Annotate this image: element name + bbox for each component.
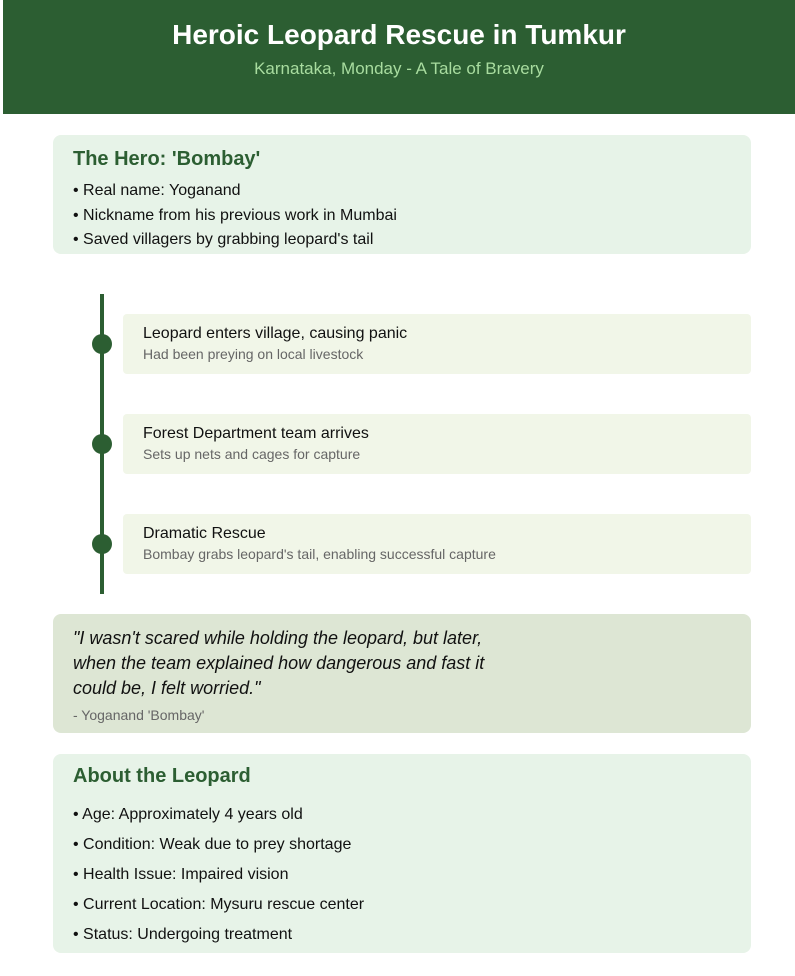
timeline-dot [92,534,112,554]
leopard-facts-list [73,800,731,950]
timeline-event-description: Sets up nets and cages for capture [143,446,361,462]
timeline-event-description: Bombay grabs leopard's tail, enabling successful capture [143,546,496,562]
timeline-event [123,414,751,474]
timeline-event-title: Forest Department team arrives [143,425,369,442]
leopard-fact: • Health Issue: Impaired vision [73,866,289,883]
leopard-card-title: About the Leopard [73,765,251,787]
hero-fact: • Nickname from his previous work in Mumbai [73,206,397,224]
leopard-fact: • Current Location: Mysuru rescue center [73,896,365,913]
timeline-dot [92,434,112,454]
leopard-fact: • Age: Approximately 4 years old [73,806,303,823]
leopard-fact: • Status: Undergoing treatment [73,926,293,943]
quote-text: "I wasn't scared while holding the leopard, but later, when the team explained how dangerous and fast it could be, I felt worried." [73,628,485,698]
quote-author: - Yoganand 'Bombay' [73,707,205,723]
leopard-card [53,754,751,953]
page-header [3,0,795,114]
hero-fact: • Real name: Yoganand [73,182,241,199]
hero-card [53,135,751,254]
timeline-event-description: Had been preying on local livestock [143,346,364,362]
leopard-fact: • Condition: Weak due to prey shortage [73,836,352,853]
timeline-event-title: Dramatic Rescue [143,525,266,542]
timeline-event-title: Leopard enters village, causing panic [143,325,408,342]
timeline-event [123,514,751,574]
hero-facts-list [73,179,731,253]
page-subtitle: Karnataka, Monday - A Tale of Bravery [254,59,544,78]
hero-fact: • Saved villagers by grabbing leopard's tail [73,231,374,248]
quote-card [53,614,751,733]
page-title: Heroic Leopard Rescue in Tumkur [172,19,626,50]
timeline-event [123,314,751,374]
timeline-dot [92,334,112,354]
hero-card-title: The Hero: 'Bombay' [73,148,261,170]
